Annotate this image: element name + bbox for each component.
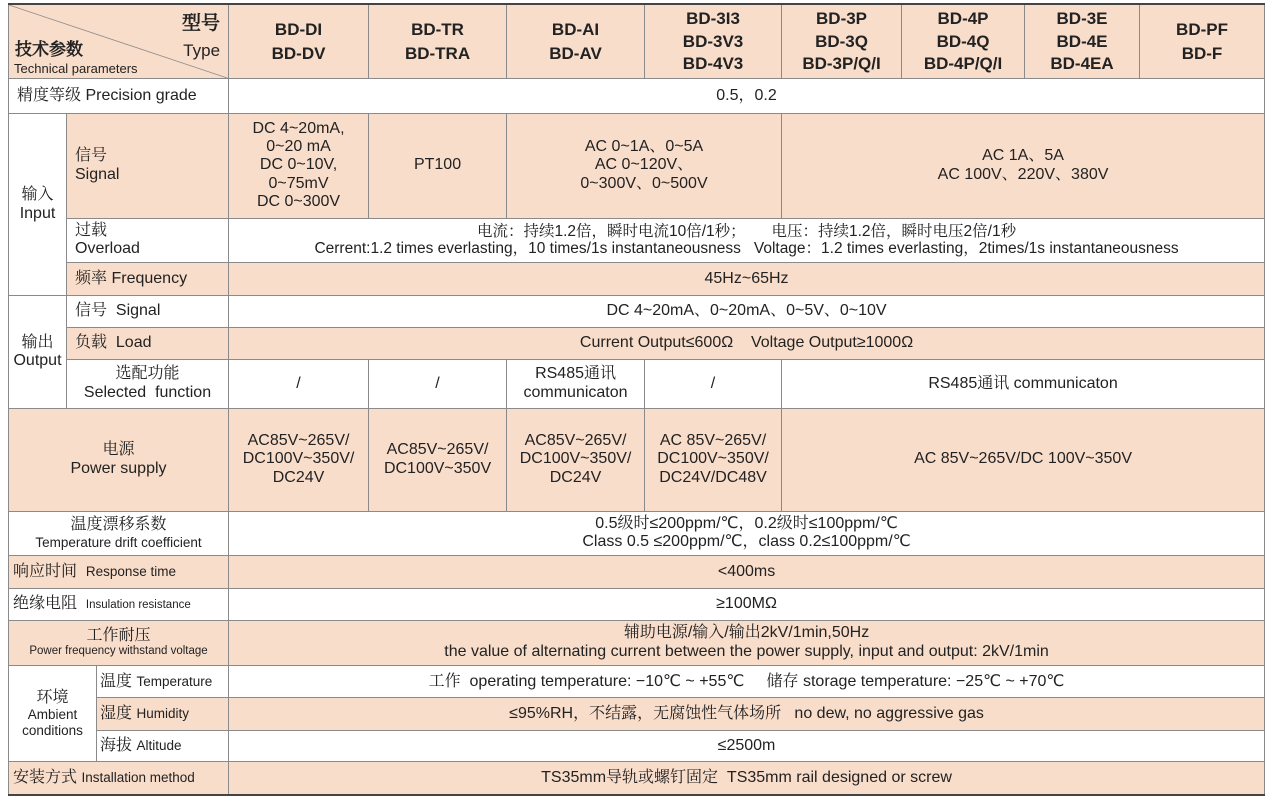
model-name: BD-4P [937, 9, 989, 29]
model-header [229, 4, 369, 79]
model-name: BD-3P/Q/I [802, 53, 881, 73]
model-name: BD-3E [1056, 9, 1108, 29]
insulation-value: ≥100MΩ [229, 589, 1265, 620]
power-value: AC85V~265V/ DC100V~350V/ DC24V [507, 408, 645, 511]
model-name: BD-AV [549, 43, 602, 63]
overload-value: 电流：持续1.2倍，瞬时电流10倍/1秒； 电压：持续1.2倍，瞬时电压2倍/1秒 Cerrent:1.2 times everlasting，10 times/1s instantaneousness Voltage：1.2 times everlasting，2times/1s instantaneousness [229, 218, 1265, 262]
model-name: BD-3P [816, 9, 868, 29]
env-humidity-row [9, 698, 1265, 730]
function-value: / [645, 360, 782, 408]
output-load-row [9, 327, 1265, 359]
altitude-label: 海拔 Altitude [97, 730, 229, 761]
model-header [1140, 4, 1265, 79]
spec-table [8, 3, 1265, 796]
insulation-row [9, 589, 1265, 620]
temperature-label: 温度 Temperature [97, 666, 229, 698]
output-function-row [9, 360, 1265, 408]
input-signal-label: 信号 Signal [67, 113, 229, 218]
model-name: BD-4EA [1050, 53, 1114, 73]
response-label: 响应时间 Response time [9, 556, 229, 589]
model-name: BD-DV [271, 43, 326, 63]
frequency-value: 45Hz~65Hz [229, 263, 1265, 296]
function-value: / [369, 360, 507, 408]
output-signal-row [9, 296, 1265, 327]
response-row [9, 556, 1265, 589]
model-name: BD-4V3 [682, 53, 744, 73]
function-value: RS485通讯 communicaton [782, 360, 1265, 408]
power-label: 电源 Power supply [9, 408, 229, 511]
input-frequency-row [9, 263, 1265, 296]
precision-label: 精度等级 Precision grade [9, 79, 229, 113]
header-row [9, 4, 1265, 79]
env-temperature-row [9, 666, 1265, 698]
temperature-value: 工作 operating temperature: −10℃ ~ +55℃ 储存 storage temperature: −25℃ ~ +70℃ [229, 666, 1265, 698]
input-signal-value: DC 4~20mA, 0~20 mA DC 0~10V, 0~75mV DC 0~300V [229, 113, 369, 218]
input-signal-value: PT100 [369, 113, 507, 218]
model-name: BD-4P/Q/I [923, 53, 1003, 73]
model-header [369, 4, 507, 79]
function-value: / [229, 360, 369, 408]
precision-value: 0.5，0.2 [229, 79, 1265, 113]
output-load-label: 负载 Load [67, 327, 229, 359]
model-header [645, 4, 782, 79]
power-row [9, 408, 1265, 511]
environment-group-label: 环境 Ambient conditions [9, 666, 97, 762]
frequency-label: 频率 Frequency [67, 263, 229, 296]
model-name: BD-TR [411, 20, 464, 40]
withstand-row [9, 620, 1265, 665]
model-name: BD-3Q [815, 31, 868, 51]
model-name: BD-DI [274, 20, 323, 40]
type-label-en: Type [183, 41, 221, 60]
withstand-value: 辅助电源/输入/输出2kV/1min,50Hz the value of alternating current between the power supply, input and output: 2kV/1min [229, 620, 1265, 665]
output-signal-label: 信号 Signal [67, 296, 229, 327]
power-value: AC85V~265V/ DC100V~350V/ DC24V [229, 408, 369, 511]
function-value: RS485通讯 communicaton [507, 360, 645, 408]
overload-label: 过载 Overload [67, 218, 229, 262]
model-header [1025, 4, 1140, 79]
withstand-label: 工作耐压 Power frequency withstand voltage [9, 620, 229, 665]
model-name: BD-3I3 [686, 9, 740, 29]
params-label-en: Technical parameters [14, 61, 138, 76]
model-header [902, 4, 1025, 79]
input-signal-row [9, 113, 1265, 218]
installation-row [9, 762, 1265, 795]
drift-label: 温度漂移系数 Temperature drift coefficient [9, 511, 229, 555]
output-load-value: Current Output≤600Ω Voltage Output≥1000Ω [229, 327, 1265, 359]
installation-value: TS35mm导轨或螺钉固定 TS35mm rail designed or screw [229, 762, 1265, 795]
model-name: BD-PF [1176, 20, 1228, 40]
model-name: BD-TRA [404, 43, 471, 63]
model-name: BD-F [1181, 43, 1223, 63]
header-corner-cell [9, 4, 229, 79]
precision-row [9, 79, 1265, 113]
humidity-value: ≤95%RH，不结露，无腐蚀性气体场所 no dew, no aggressive gas [229, 698, 1265, 730]
model-header [782, 4, 902, 79]
installation-label: 安装方式 Installation method [9, 762, 229, 795]
model-name: BD-4Q [936, 31, 990, 51]
power-value: AC 85V~265V/ DC100V~350V/ DC24V/DC48V [645, 408, 782, 511]
output-group-label: 输出 Output [9, 296, 67, 408]
model-name: BD-3V3 [682, 31, 744, 51]
env-altitude-row [9, 730, 1265, 761]
response-value: <400ms [229, 556, 1265, 589]
params-label-zh: 技术参数 [15, 40, 83, 59]
model-name: BD-AI [551, 20, 600, 40]
function-label: 选配功能 Selected function [67, 360, 229, 408]
power-value: AC 85V~265V/DC 100V~350V [782, 408, 1265, 511]
humidity-label: 湿度 Humidity [97, 698, 229, 730]
drift-value: 0.5级时≤200ppm/℃，0.2级时≤100ppm/℃ Class 0.5 ≤200ppm/℃，class 0.2≤100ppm/℃ [229, 511, 1265, 555]
power-value: AC85V~265V/ DC100V~350V [369, 408, 507, 511]
model-name: BD-4E [1056, 31, 1108, 51]
altitude-value: ≤2500m [229, 730, 1265, 761]
model-header [507, 4, 645, 79]
input-signal-value: AC 0~1A、0~5A AC 0~120V、 0~300V、0~500V [507, 113, 782, 218]
drift-row [9, 511, 1265, 555]
type-label-zh: 型号 [182, 13, 221, 34]
output-signal-value: DC 4~20mA、0~20mA、0~5V、0~10V [229, 296, 1265, 327]
insulation-label: 绝缘电阻 Insulation resistance [9, 589, 229, 620]
input-signal-value: AC 1A、5A AC 100V、220V、380V [782, 113, 1265, 218]
input-overload-row [9, 218, 1265, 262]
input-group-label: 输入 Input [9, 113, 67, 296]
